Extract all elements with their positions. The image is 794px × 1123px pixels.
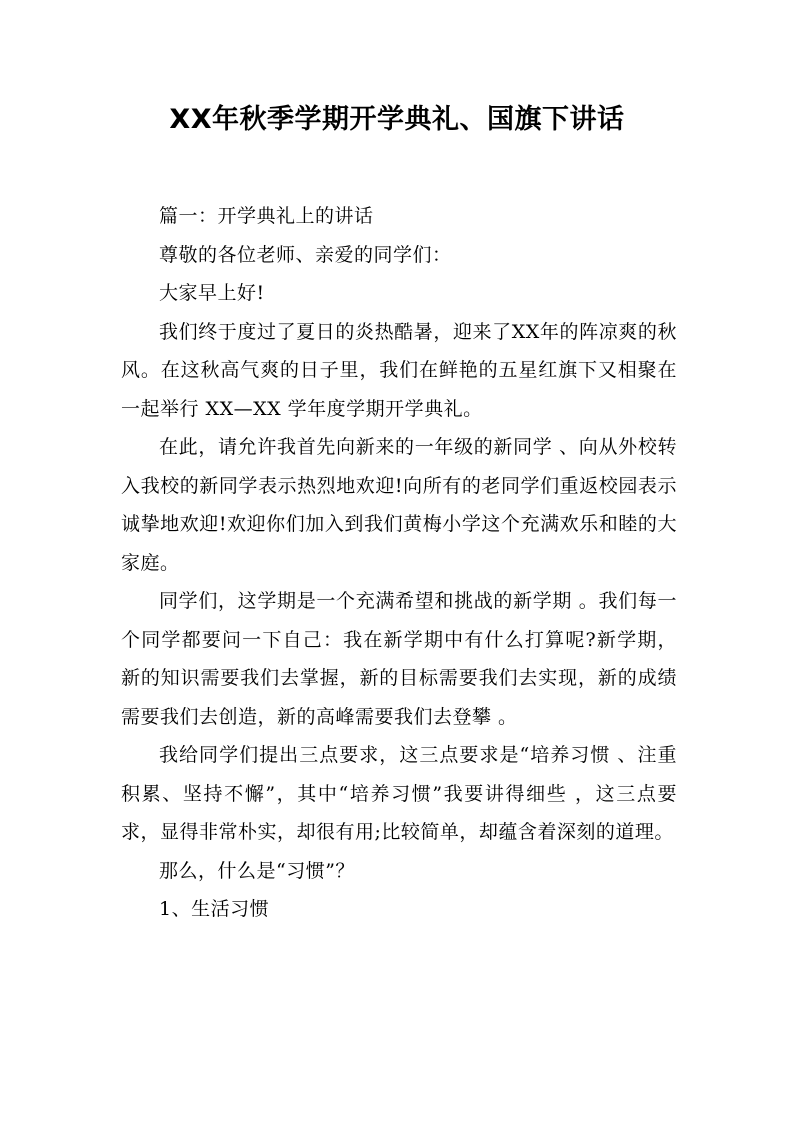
paragraph-list-item-life-habits: 1、生活习惯 bbox=[159, 898, 270, 920]
paragraph-what-is-habit: 那么，什么是“习惯”？ bbox=[159, 859, 355, 882]
paragraph-new-semester: 同学们，这学期是一个充满希望和挑战的新学期 。我们每一个同学都要问一下自己：我在新学期中有什么打算呢?新学期，新的知识需要我们去掌握，新的目标需要我们去实现，新的成绩需要我们去创造，新的高峰需要我们去登攀 。 bbox=[121, 590, 677, 728]
page-title: XX年秋季学期开学典礼、国旗下讲话 bbox=[169, 104, 625, 135]
paragraph-salutation: 尊敬的各位老师、亲爱的同学们： bbox=[159, 243, 452, 266]
paragraph-greeting: 大家早上好! bbox=[159, 282, 265, 304]
paragraph-three-requirements: 我给同学们提出三点要求，这三点要求是“培养习惯 、注重积累、坚持不懈”，其中“培养习惯”我要讲得细些 ，这三点要求，显得非常朴实，却很有用;比较简单，却蕴含着深刻的道理。 bbox=[121, 744, 677, 843]
document-body bbox=[121, 197, 677, 929]
paragraph-welcome: 在此，请允许我首先向新来的一年级的新同学 、向从外校转入我校的新同学表示热烈地欢迎!向所有的老同学们重返校园表示诚挚地欢迎!欢迎你们加入到我们黄梅小学这个充满欢乐和睦的大家庭。 bbox=[121, 436, 677, 574]
paragraph-section-heading: 篇一：开学典礼上的讲话 bbox=[159, 205, 374, 227]
paragraph-opening: 我们终于度过了夏日的炎热酷暑，迎来了XX年的阵凉爽的秋风。在这秋高气爽的日子里，我们在鲜艳的五星红旗下又相聚在一起举行 XX—XX 学年度学期开学典礼。 bbox=[121, 320, 677, 420]
